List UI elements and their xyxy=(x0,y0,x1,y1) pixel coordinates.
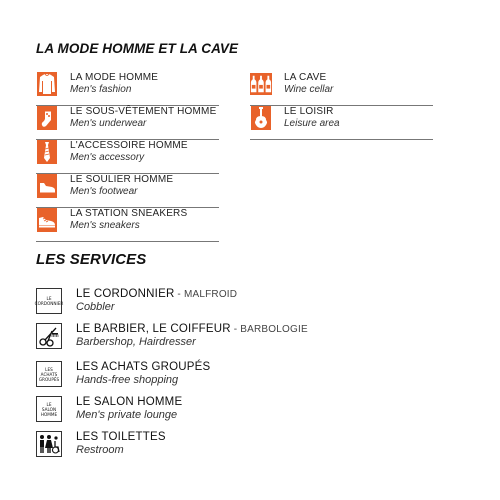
shop-item-soulier[interactable] xyxy=(36,174,219,208)
shop-subtitle: Men's footwear xyxy=(70,186,138,197)
shop-subtitle: Men's sneakers xyxy=(70,220,140,231)
shop-title: LA MODE HOMME xyxy=(70,72,159,83)
service-brand: - BARBOLOGIE xyxy=(230,324,308,335)
service-subtitle: Barbershop, Hairdresser xyxy=(76,336,196,348)
shop-subtitle: Wine cellar xyxy=(284,84,334,95)
shop-title: L'ACCESSOIRE HOMME xyxy=(70,140,188,151)
shop-title: LE SOUS-VÊTEMENT HOMME xyxy=(70,106,217,117)
shop-subtitle: Men's fashion xyxy=(70,84,132,95)
service-title: LES ACHATS GROUPÉS xyxy=(76,361,211,373)
service-title: LE SALON HOMME xyxy=(76,396,183,408)
shop-title: LA STATION SNEAKERS xyxy=(70,208,188,219)
divider xyxy=(36,241,219,242)
shop-item-accessoire[interactable] xyxy=(36,140,219,174)
section-title-services: LES SERVICES xyxy=(36,251,147,268)
service-item-toilettes[interactable] xyxy=(36,431,166,457)
restroom-icon xyxy=(36,431,62,457)
service-subtitle: Men's private lounge xyxy=(76,409,178,421)
shop-item-sneakers[interactable] xyxy=(36,208,219,242)
achats-groupes-icon xyxy=(36,361,62,387)
shop-item-loisir[interactable] xyxy=(250,106,433,140)
shop-item-mode-homme[interactable] xyxy=(36,72,219,106)
service-item-achats[interactable] xyxy=(36,361,210,387)
service-brand: - MALFROID xyxy=(174,289,238,300)
icon-label: LES ACHATS GROUPÉS xyxy=(38,366,60,382)
divider xyxy=(250,139,433,140)
shop-title: LA CAVE xyxy=(284,72,327,83)
shoe-icon xyxy=(36,174,58,202)
shop-title: LE SOULIER HOMME xyxy=(70,174,174,185)
wine-bottles-icon xyxy=(250,72,272,100)
service-item-cordonnier[interactable] xyxy=(36,288,237,314)
service-title: LE BARBIER, LE COIFFEUR - BARBOLOGIE xyxy=(76,323,308,335)
service-subtitle: Cobbler xyxy=(76,301,115,313)
icon-label: LE SALON HOMME xyxy=(40,401,58,417)
shop-subtitle: Men's accessory xyxy=(70,152,145,163)
service-subtitle: Restroom xyxy=(76,444,124,456)
icon-label: LE CORDONNIER xyxy=(34,296,64,306)
scissors-comb-icon xyxy=(36,323,62,349)
cordonnier-icon xyxy=(36,288,62,314)
shop-subtitle: Men's underwear xyxy=(70,118,147,129)
section-title-mode-cave: LA MODE HOMME ET LA CAVE xyxy=(36,41,239,56)
salon-homme-icon xyxy=(36,396,62,422)
shop-subtitle: Leisure area xyxy=(284,118,340,129)
sneaker-icon xyxy=(36,208,58,236)
tie-icon xyxy=(36,140,58,168)
service-subtitle: Hands-free shopping xyxy=(76,374,179,386)
sock-icon xyxy=(36,106,58,134)
service-item-barbier[interactable] xyxy=(36,323,308,349)
guitar-icon xyxy=(250,106,272,134)
service-title: LES TOILETTES xyxy=(76,431,166,443)
service-item-salon[interactable] xyxy=(36,396,182,422)
service-title: LE CORDONNIER - MALFROID xyxy=(76,288,238,300)
shop-item-sous-vetement[interactable] xyxy=(36,106,219,140)
shop-item-cave[interactable] xyxy=(250,72,433,106)
sweater-icon xyxy=(36,72,58,100)
shop-title: LE LOISIR xyxy=(284,106,334,117)
